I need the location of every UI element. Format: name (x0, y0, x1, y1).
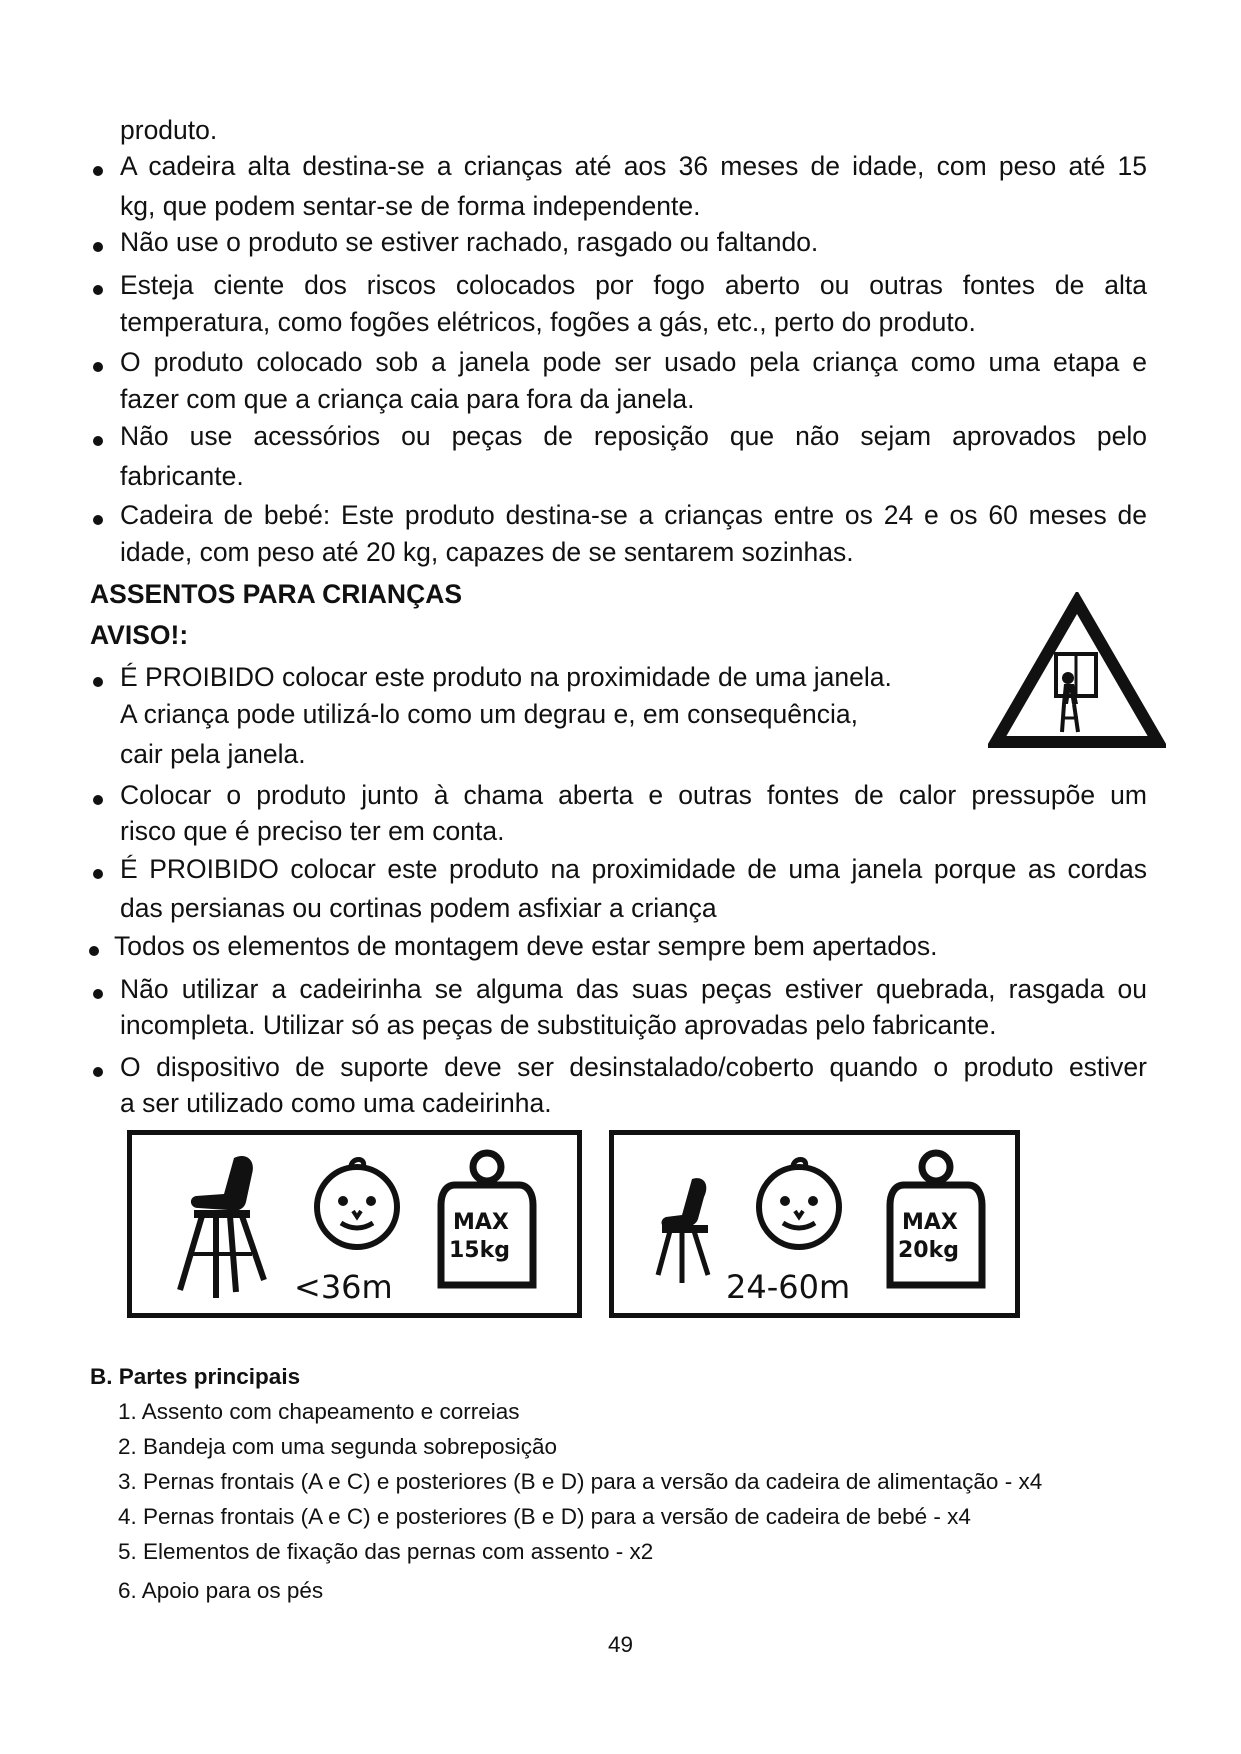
warning-1-line-1: É PROIBIDO colocar este produto na proximidade de uma janela. (120, 662, 892, 692)
warning-1-line-2: A criança pode utilizá-lo como um degrau e, em consequência, (120, 699, 859, 729)
window-fall-warning-icon (988, 592, 1166, 750)
parts-item-5: 5. Elementos de fixação das pernas com assento - x2 (118, 1539, 654, 1564)
weight-label-right: 20kg (898, 1238, 959, 1263)
warning-2-line-2: risco que é preciso ter em conta. (120, 816, 505, 846)
bullet-icon (93, 1067, 103, 1077)
bullet-icon (93, 515, 103, 525)
bullet-3-line-1: Esteja ciente dos riscos colocados por fogo aberto ou outras fontes de alta (120, 270, 1147, 300)
warning-3-line-1: É PROIBIDO colocar este produto na proximidade de uma janela porque as cordas (120, 854, 1147, 884)
warning-heading: AVISO!: (90, 620, 189, 650)
warning-5-line-2: incompleta. Utilizar só as peças de substituição aprovadas pelo fabricante. (120, 1010, 997, 1040)
bullet-icon (93, 436, 103, 446)
bullet-icon (93, 795, 103, 805)
bullet-icon (93, 869, 103, 879)
warning-4: Todos os elementos de montagem deve estar sempre bem apertados. (114, 931, 938, 961)
warning-6-line-1: O dispositivo de suporte deve ser desinstalado/coberto quando o produto estiver (120, 1052, 1147, 1082)
parts-item-2: 2. Bandeja com uma segunda sobreposição (118, 1434, 558, 1459)
bullet-3-line-2: temperatura, como fogões elétricos, fogões a gás, etc., perto do produto. (120, 307, 976, 337)
bullet-5-line-1: Não use acessórios ou peças de reposição que não sejam aprovados pelo (120, 421, 1147, 451)
bullet-icon (93, 285, 103, 295)
bullet-icon (89, 946, 99, 956)
weight-label-left: 15kg (449, 1238, 510, 1263)
bullet-4-line-2: fazer com que a criança caia para fora da janela. (120, 384, 695, 414)
warning-1-line-3: cair pela janela. (120, 739, 306, 769)
baby-chair-pictogram-box (609, 1130, 1020, 1318)
page-number: 49 (607, 1632, 634, 1657)
bullet-1-line-1: A cadeira alta destina-se a crianças até aos 36 meses de idade, com peso até 15 (120, 151, 1147, 181)
highchair-icon (172, 1150, 272, 1300)
bullet-1-line-2: kg, que podem sentar-se de forma independente. (120, 191, 701, 221)
bullet-icon (93, 989, 103, 999)
warning-3-line-2: das persianas ou cortinas podem asfixiar a criança (120, 893, 717, 923)
parts-item-3: 3. Pernas frontais (A e C) e posteriores (B e D) para a versão da cadeira de alimentação - x4 (118, 1469, 1043, 1494)
parts-item-1: 1. Assento com chapeamento e correias (118, 1399, 520, 1424)
warning-5-line-1: Não utilizar a cadeirinha se alguma das suas peças estiver quebrada, rasgada ou (120, 974, 1147, 1004)
bullet-icon (93, 242, 103, 252)
bullet-4-line-1: O produto colocado sob a janela pode ser usado pela criança como uma etapa e (120, 347, 1147, 377)
baby-face-icon (307, 1153, 407, 1253)
age-label-right: 24-60m (726, 1268, 851, 1306)
age-label-left: <36m (294, 1268, 393, 1306)
warning-2-line-1: Colocar o produto junto à chama aberta e outras fontes de calor pressupõe um (120, 780, 1147, 810)
warning-6-line-2: a ser utilizado como uma cadeirinha. (120, 1088, 552, 1118)
section-heading: ASSENTOS PARA CRIANÇAS (90, 579, 463, 609)
text-line-produto: produto. (120, 115, 218, 145)
bullet-icon (93, 677, 103, 687)
bullet-5-line-2: fabricante. (120, 461, 244, 491)
max-label-left: MAX (453, 1210, 509, 1235)
bullet-2: Não use o produto se estiver rachado, rasgado ou faltando. (120, 227, 819, 257)
bullet-6-line-2: idade, com peso até 20 kg, capazes de se sentarem sozinhas. (120, 537, 854, 567)
bullet-6-line-1: Cadeira de bebé: Este produto destina-se a crianças entre os 24 e os 60 meses de (120, 500, 1147, 530)
bullet-icon (93, 166, 103, 176)
parts-item-6: 6. Apoio para os pés (118, 1578, 324, 1603)
max-label-right: MAX (902, 1210, 958, 1235)
highchair-pictogram-box (127, 1130, 582, 1318)
bullet-icon (93, 362, 103, 372)
baby-chair-icon (652, 1175, 722, 1290)
parts-title: B. Partes principais (90, 1364, 301, 1389)
parts-item-4: 4. Pernas frontais (A e C) e posteriores (B e D) para a versão de cadeira de bebé - x4 (118, 1504, 971, 1529)
baby-face-icon (749, 1153, 849, 1253)
